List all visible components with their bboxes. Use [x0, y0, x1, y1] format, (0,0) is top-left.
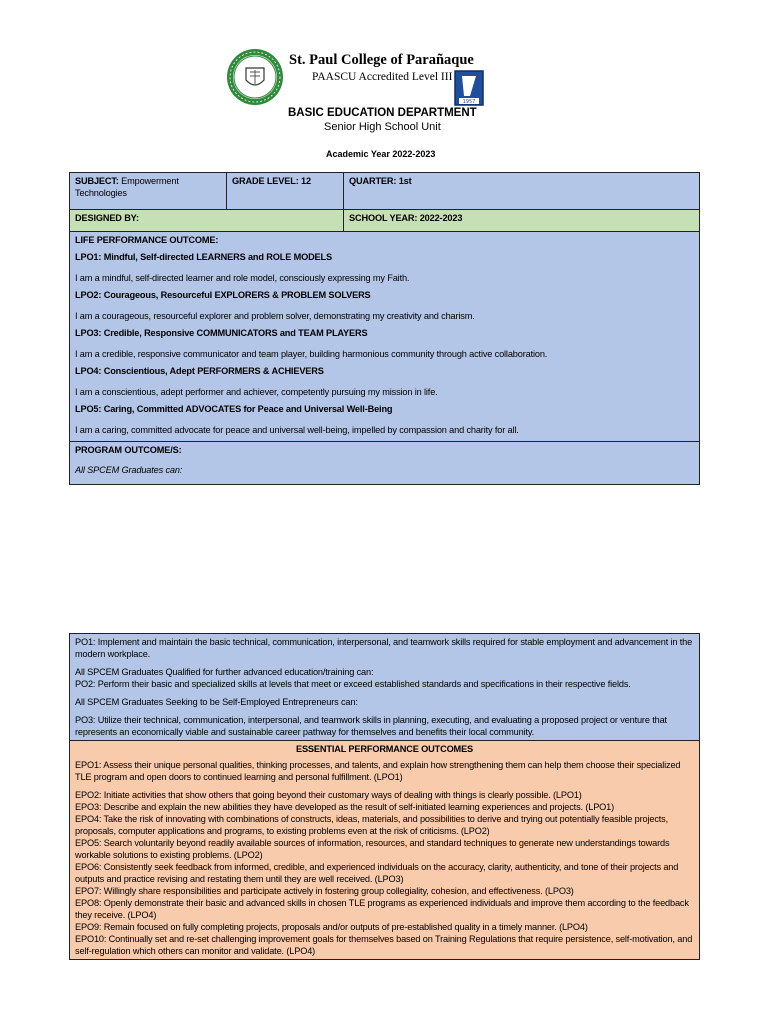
subject-value: Empowerment Technologies	[75, 176, 179, 198]
lpo-title: LPO3: Credible, Responsive COMMUNICATORS and TEAM PLAYERS	[75, 328, 368, 338]
school-year-cell	[344, 210, 700, 232]
lpo-title: LPO4: Conscientious, Adept PERFORMERS & ACHIEVERS	[75, 366, 324, 376]
program-outcome-row	[70, 442, 700, 485]
paascu-logo-icon	[454, 70, 484, 106]
po2-intro: All SPCEM Graduates Qualified for further advanced education/training can:	[75, 667, 374, 677]
po3-text: PO3: Utilize their technical, communication, interpersonal, and teamwork skills in planning, executing, and evaluating a proposed project or venture that represents an economically viable and sustainable career pathway for themselves and benefits their local community.	[75, 715, 667, 737]
epo-item: EPO10: Continually set and re-set challenging improvement goals for themselves based on Training Regulations that require persistence, self-motivation, and self-regulation which others can monitor and validate. (LPO4)	[75, 934, 693, 956]
school-seal-icon	[226, 48, 284, 106]
grade-level-cell	[227, 173, 344, 210]
epo-row	[70, 741, 700, 960]
lpo-heading: LIFE PERFORMANCE OUTCOME:	[75, 235, 219, 245]
program-outcome-cell	[70, 442, 700, 485]
epo-item: EPO1: Assess their unique personal qualities, thinking processes, and talents, and explain how strengthening them can help them choose their specialized TLE program and open doors to continued learning and personal fulfillment. (LPO1)	[75, 760, 681, 782]
designed-by-row	[70, 210, 700, 232]
quarter: QUARTER: 1st	[349, 176, 412, 186]
outcomes-table	[69, 633, 700, 960]
subject-cell	[70, 173, 227, 210]
epo-cell	[70, 741, 700, 960]
unit-title: Senior High School Unit	[324, 121, 441, 133]
lpo-cell	[70, 232, 700, 442]
designed-by: DESIGNED BY:	[75, 213, 139, 223]
academic-year: Academic Year 2022-2023	[326, 149, 436, 159]
designed-by-cell	[70, 210, 344, 232]
epo-item: EPO9: Remain focused on fully completing projects, proposals and/or outputs of pre-established quality in a timely manner. (LPO4)	[75, 922, 588, 932]
epo-item: EPO2: Initiate activities that show others that going beyond their customary ways of dealing with things is clearly possible. (LPO1)	[75, 790, 582, 800]
po-row	[70, 634, 700, 741]
lpo-text: I am a conscientious, adept performer and achiever, competently pursuing my mission in life.	[75, 387, 438, 397]
document-header	[0, 0, 768, 170]
program-outcome-heading: PROGRAM OUTCOME/S:	[75, 445, 182, 455]
quarter-cell	[344, 173, 700, 210]
lpo-row	[70, 232, 700, 442]
lpo-title: LPO5: Caring, Committed ADVOCATES for Peace and Universal Well-Being	[75, 404, 393, 414]
program-outcome-subheading: All SPCEM Graduates can:	[75, 465, 183, 475]
school-name: St. Paul College of Parañaque	[289, 52, 474, 68]
department-title: BASIC EDUCATION DEPARTMENT	[288, 107, 477, 119]
subject-row	[70, 173, 700, 210]
po3-intro: All SPCEM Graduates Seeking to be Self-Employed Entrepreneurs can:	[75, 697, 358, 707]
epo-item: EPO5: Search voluntarily beyond readily available sources of information, resources, and standard techniques to generate new understandings towards workable solutions to existing problems. (LPO2)	[75, 838, 670, 860]
paascu-year: 1957	[462, 99, 476, 105]
po-cell	[70, 634, 700, 741]
po2-text: PO2: Perform their basic and specialized skills at levels that meet or exceed established standards and specifications in their respective fields.	[75, 679, 631, 689]
epo-item: EPO6: Consistently seek feedback from informed, credible, and experienced individuals on the accuracy, clarity, authenticity, and tone of their projects and outputs and practice revising and restating them until they are well received. (LPO3)	[75, 862, 679, 884]
course-info-table	[69, 172, 700, 485]
lpo-text: I am a credible, responsive communicator and team player, building harmonious community through active collaboration.	[75, 349, 548, 359]
epo-item: EPO8: Openly demonstrate their basic and advanced skills in chosen TLE programs as experienced individuals and improve them according to the feedback they receive. (LPO4)	[75, 898, 689, 920]
epo-item: EPO3: Describe and explain the new abilities they have developed as the result of self-initiated learning experiences and projects. (LPO1)	[75, 802, 615, 812]
lpo-text: I am a courageous, resourceful explorer and problem solver, demonstrating my creativity and charism.	[75, 311, 475, 321]
lpo-title: LPO2: Courageous, Resourceful EXPLORERS & PROBLEM SOLVERS	[75, 290, 371, 300]
lpo-title: LPO1: Mindful, Self-directed LEARNERS and ROLE MODELS	[75, 252, 332, 262]
lpo-text: I am a caring, committed advocate for peace and universal well-being, impelled by compassion and charity for all.	[75, 425, 519, 435]
lpo-text: I am a mindful, self-directed learner and role model, consciously expressing my Faith.	[75, 273, 410, 283]
accreditation-text: PAASCU Accredited Level III	[312, 71, 453, 83]
subject-label: SUBJECT:	[75, 176, 119, 186]
grade-level: GRADE LEVEL: 12	[232, 176, 311, 186]
po1-text: PO1: Implement and maintain the basic technical, communication, interpersonal, and teamwork skills required for stable employment and advancement in the modern workplace.	[75, 637, 693, 659]
epo-item: EPO4: Take the risk of innovating with combinations of constructs, ideas, materials, and possibilities to derive and trying out potentially feasible projects, proposals, computer applications and programs, to existing problems even at the risk of criticisms. (LPO2)	[75, 814, 669, 836]
epo-heading: ESSENTIAL PERFORMANCE OUTCOMES	[295, 744, 474, 754]
epo-item: EPO7: Willingly share responsibilities and participate actively in fostering group collegiality, cohesion, and effectiveness. (LPO3)	[75, 886, 574, 896]
school-year: SCHOOL YEAR: 2022-2023	[349, 213, 463, 223]
